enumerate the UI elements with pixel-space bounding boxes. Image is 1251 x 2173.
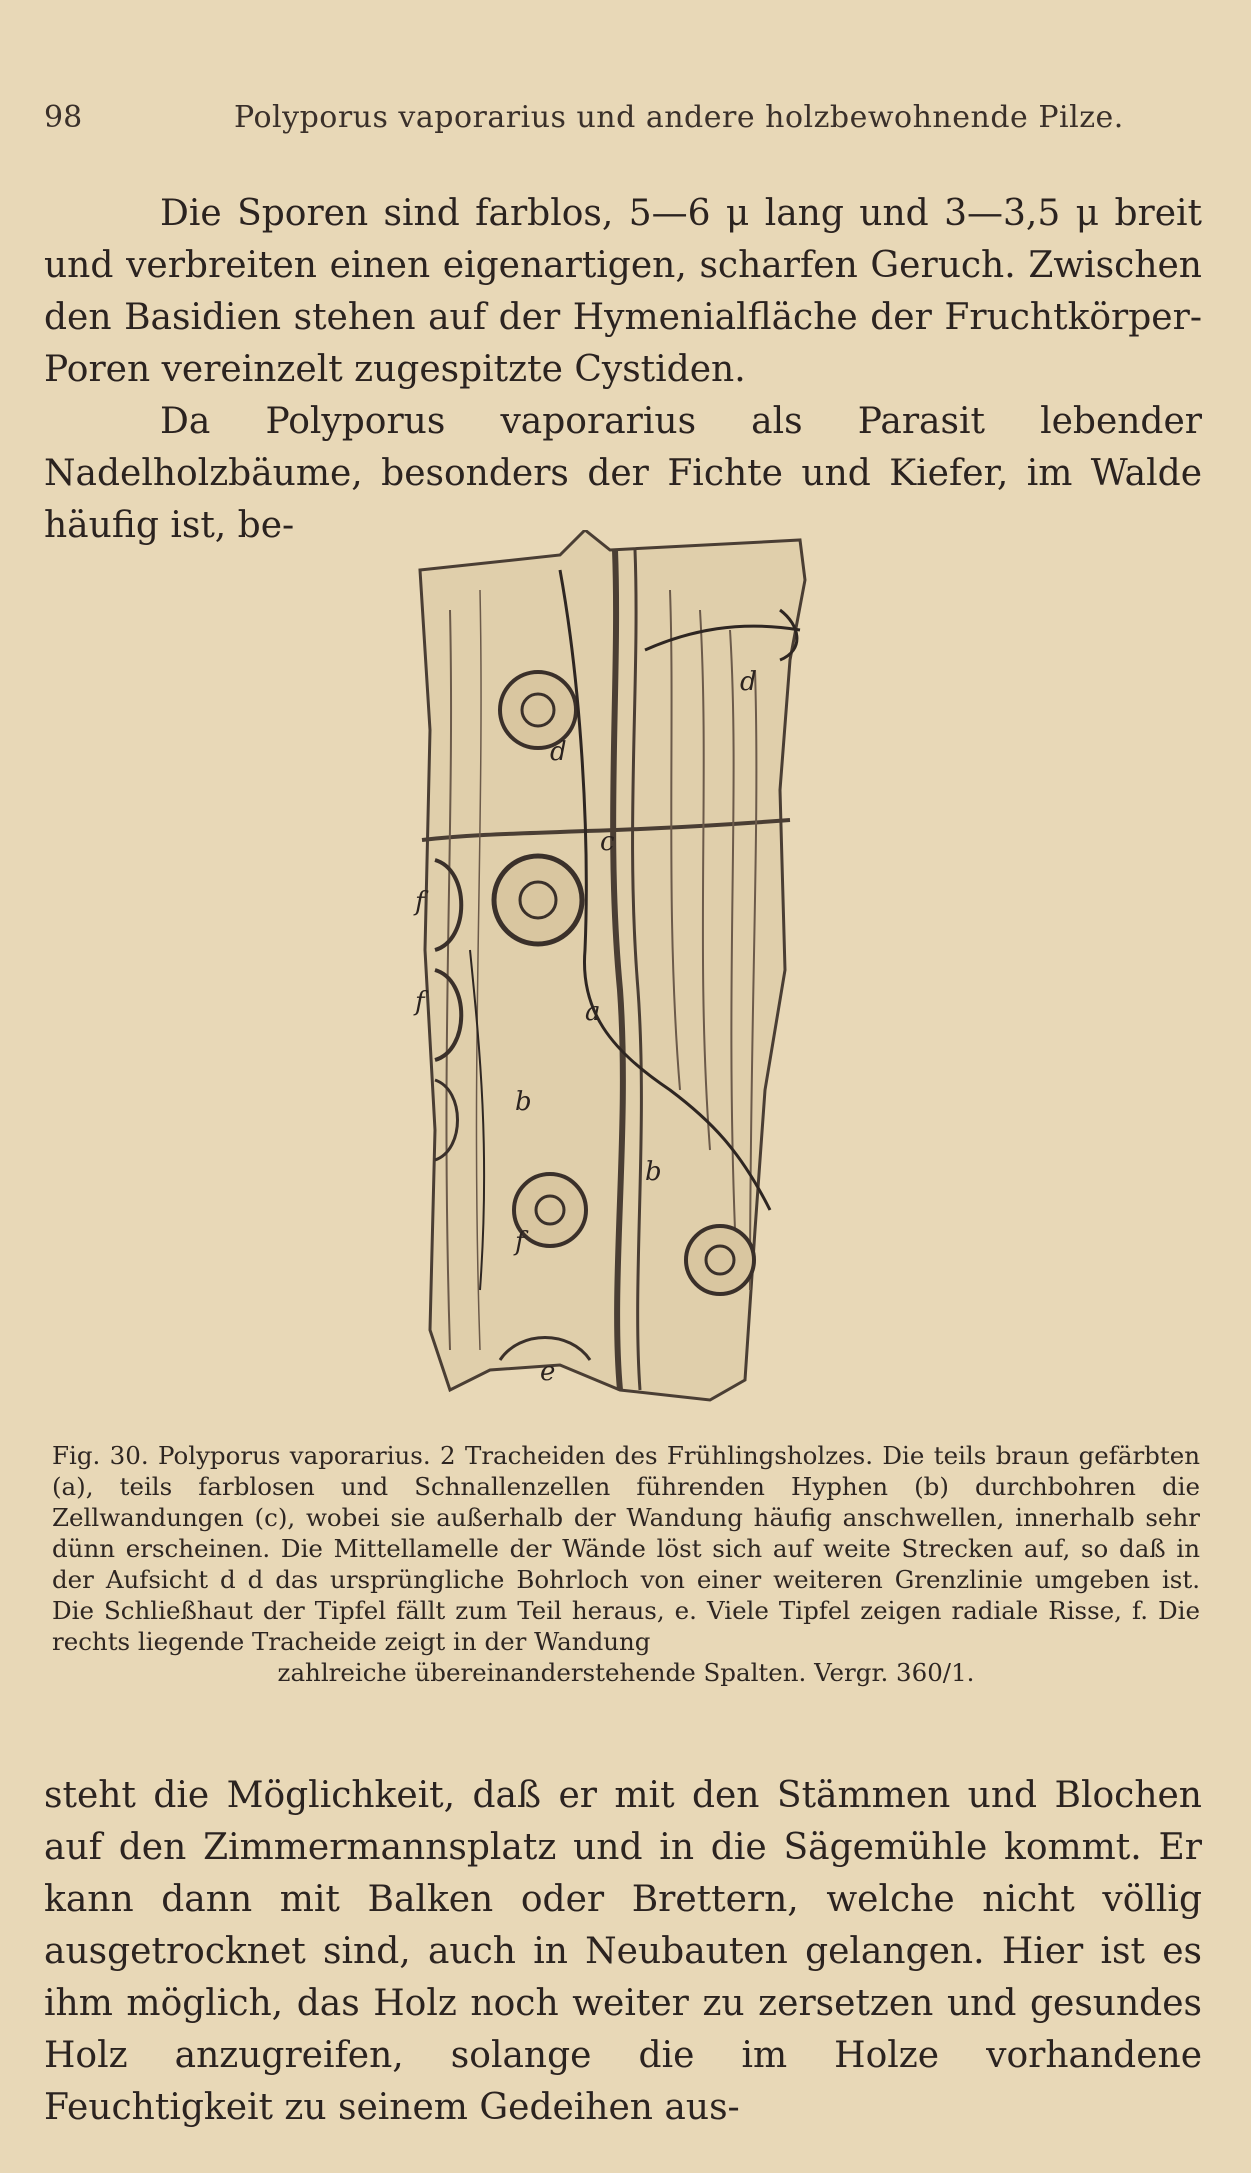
figure-caption <box>52 1440 1200 1688</box>
bottom-text-block <box>44 1770 1202 2134</box>
caption-body: Fig. 30. Polyporus vaporarius. 2 Tracheiden des Frühlingsholzes. Die teils braun gefärbten (a), teils farblosen und Schnallenzellen führenden Hyphen (b) durchbohren die Zellwandungen (c), wobei sie außerhalb der Wandung häufig anschwellen, innerhalb sehr dünn erscheinen. Die Mittellamelle der Wände löst sich auf weite Strecken auf, so daß in der Aufsicht d d das ursprüngliche Bohrloch von einer weiteren Grenzlinie umgeben ist. Die Schließhaut der Tipfel fällt zum Teil heraus, e. Viele Tipfel zeigen radiale Risse, f. Die rechts liegende Tracheide zeigt in der Wandung <box>52 1441 1200 1656</box>
paragraph-sawmill: steht die Möglichkeit, daß er mit den Stämmen und Blochen auf den Zimmermannsplatz und in die Sägemühle kommt. Er kann dann mit Balken oder Brettern, welche nicht völlig ausgetrocknet sind, auch in Neubauten gelangen. Hier ist es ihm möglich, das Holz noch weiter zu zersetzen und gesundes Holz anzugreifen, solange die im Holze vorhandene Feuchtigkeit zu seinem Gedeihen aus- <box>44 1775 1202 2128</box>
figure-label-d: d <box>740 667 757 697</box>
tracheid-drawing <box>410 530 860 1410</box>
figure-label-a: a <box>585 997 601 1027</box>
figure-label-f: f <box>415 987 425 1017</box>
figure-30-illustration <box>410 530 860 1410</box>
figure-label-e: e <box>540 1357 556 1387</box>
figure-label-d: d <box>550 737 567 767</box>
top-text-block <box>44 188 1202 552</box>
caption-last-line: zahlreiche übereinanderstehende Spalten. Vergr. 360/1. <box>277 1658 975 1687</box>
figure-label-c: c <box>600 827 615 857</box>
figure-label-b: b <box>515 1087 532 1117</box>
running-header <box>44 100 1214 146</box>
running-title: Polyporus vaporarius und andere holzbewohnende Pilze. <box>234 100 1124 135</box>
figure-label-b: b <box>645 1157 662 1187</box>
paragraph-spores: Die Sporen sind farblos, 5—6 μ lang und 3—3,5 μ breit und verbreiten einen eigenartigen, scharfen Geruch. Zwischen den Basidien stehen auf der Hymenialfläche der Fruchtkörper-Poren vereinzelt zugespitzte Cystiden. <box>44 193 1202 390</box>
page-number: 98 <box>44 100 83 135</box>
figure-label-f: f <box>515 1227 525 1257</box>
figure-label-f: f <box>415 887 425 917</box>
paragraph-parasite: Da Polyporus vaporarius als Parasit lebender Nadelholzbäume, besonders der Fichte und Kiefer, im Walde häufig ist, be- <box>44 401 1202 546</box>
